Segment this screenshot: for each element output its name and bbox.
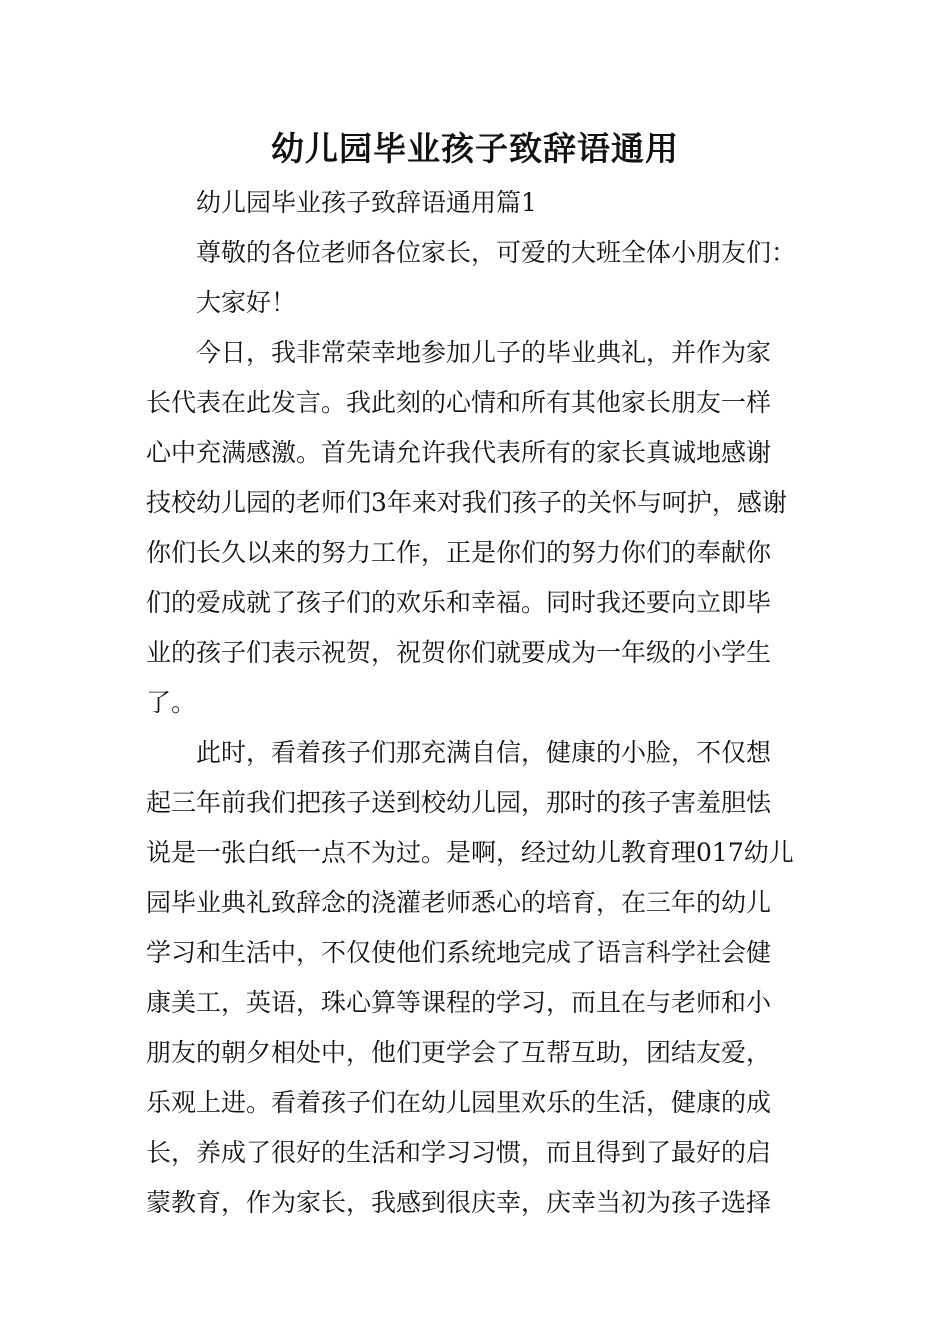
section-heading: 幼儿园毕业孩子致辞语通用篇1: [196, 188, 537, 217]
document-title: 幼儿园毕业孩子致辞语通用: [271, 129, 679, 168]
paragraph-line: 学习和生活中，不仅使他们系统地完成了语言科学社会健: [146, 938, 772, 967]
salutation: 尊敬的各位老师各位家长，可爱的大班全体小朋友们：: [196, 238, 797, 267]
paragraph-line: 康美工，英语，珠心算等课程的学习，而且在与老师和小: [146, 988, 772, 1017]
paragraph-line: 们的爱成就了孩子们的欢乐和幸福。同时我还要向立即毕: [146, 588, 772, 617]
paragraph-line: 说是一张白纸一点不为过。是啊，经过幼儿教育理017幼儿: [146, 838, 794, 867]
paragraph-line: 此时，看着孩子们那充满自信，健康的小脸，不仅想: [196, 738, 772, 767]
paragraph-line: 朋友的朝夕相处中，他们更学会了互帮互助，团结友爱，: [146, 1038, 772, 1067]
paragraph-line: 了。: [146, 688, 197, 717]
paragraph-line: 园毕业典礼致辞念的浇灌老师悉心的培育，在三年的幼儿: [146, 888, 772, 917]
greeting: 大家好！: [196, 288, 297, 317]
document-body: [146, 178, 808, 1228]
paragraph-line: 业的孩子们表示祝贺，祝贺你们就要成为一年级的小学生: [146, 638, 772, 667]
paragraph-line: 你们长久以来的努力工作，正是你们的努力你们的奉献你: [146, 538, 772, 567]
paragraph-line: 长，养成了很好的生活和学习习惯，而且得到了最好的启: [146, 1138, 772, 1167]
paragraph-line: 技校幼儿园的老师们3年来对我们孩子的关怀与呵护，感谢: [146, 488, 787, 517]
paragraph-line: 今日，我非常荣幸地参加儿子的毕业典礼，并作为家: [196, 338, 772, 367]
paragraph-line: 心中充满感激。首先请允许我代表所有的家长真诚地感谢: [146, 438, 772, 467]
paragraph-line: 乐观上进。看着孩子们在幼儿园里欢乐的生活，健康的成: [146, 1088, 772, 1117]
paragraph-line: 蒙教育，作为家长，我感到很庆幸，庆幸当初为孩子选择: [146, 1188, 772, 1217]
paragraph-line: 起三年前我们把孩子送到校幼儿园，那时的孩子害羞胆怯: [146, 788, 772, 817]
paragraph-line: 长代表在此发言。我此刻的心情和所有其他家长朋友一样: [146, 388, 772, 417]
